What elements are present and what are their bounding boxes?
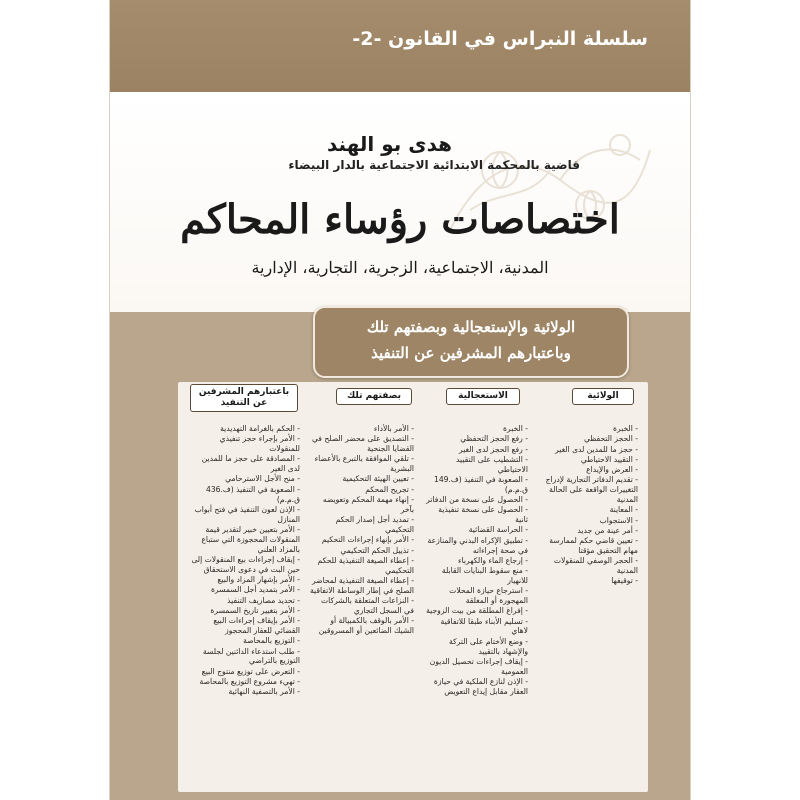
banner-line-1: الولائية والإستعجالية وبصفتهم تلك xyxy=(366,318,576,336)
table-of-contents xyxy=(178,382,648,792)
list-item: - وضع الأختام على التركة والإشهاد بالتقييد xyxy=(449,636,528,656)
list-item: - إيقاف إجراءات بيع المنقولات إلى حين البت في دعوى الاستحقاق xyxy=(191,554,300,574)
list-item: - الحجر الوصفي للمنقولات المدنية xyxy=(553,556,638,576)
list-item: - الحصول على نسخة تنفيذية ثانية xyxy=(438,505,528,525)
author-title: قاضية بالمحكمة الابتدائية الاجتماعية بالدار البيضاء xyxy=(288,158,580,172)
list-item: - التقييد الاحتياطي xyxy=(580,454,638,464)
list-item: - الخبرة xyxy=(613,424,638,433)
column-wilaya xyxy=(540,424,638,786)
author-name: هدى بو الهند xyxy=(326,132,452,156)
series-title: سلسلة النبراس في القانون -2- xyxy=(352,28,648,50)
list-item: - التصديق على محضر الصلح في القضايا الجنحية xyxy=(311,434,414,454)
list-item: - المعاينة xyxy=(609,505,638,515)
column-bisifatihim xyxy=(310,424,414,786)
list-item: - الأمر بالوقف بالكمبيالة أو الشيك الضائعين أو المسروقين xyxy=(318,616,414,635)
list-item: - تلقي الموافقة بالتبرع بالأعضاء البشرية xyxy=(314,454,414,474)
list-item: - المصادقة على حجز ما للمدين لدى الغير xyxy=(201,454,300,474)
column-header-bisifatihim: بصفتهم تلك xyxy=(336,388,412,405)
book-title: اختصاصات رؤساء المحاكم xyxy=(180,196,620,243)
list-item: - النزاعات المتعلقة بالشركات في السجل التجاري xyxy=(321,596,414,615)
list-item: - منح الأجل الاسترحامي xyxy=(225,474,300,484)
list-item: - الأمر بإجراء حجز تنفيذي للمنقولات xyxy=(219,434,300,454)
list-item: - إرجاع الماء والكهرباء xyxy=(458,555,528,565)
list-item: - الاستجواب xyxy=(599,515,638,525)
list-item: - إنهاء مهمة المحكم وتعويضه بآخر xyxy=(322,495,414,514)
list-item: - تهيء مشروع التوزيع بالمحاصة xyxy=(199,676,300,686)
list-item: - تحديد مصاريف التنفيذ xyxy=(227,595,300,605)
list-item: - الأمر بإنهاء إجراءات التحكيم xyxy=(321,535,414,545)
list-item: - تعيين قاضي حكم لممارسة مهام التحقيق مؤقتا xyxy=(549,536,638,556)
list-item: - تمديد أجل إصدار الحكم التحكيمي xyxy=(335,515,414,534)
list-item: - تعيين الهيئة التحكيمية xyxy=(342,474,414,484)
column-enforcement xyxy=(188,424,300,786)
list-item: - الإذن لعون التنفيذ في فتح أبواب المنازل xyxy=(194,504,300,524)
list-item: - الحراسة القضائية xyxy=(468,525,528,535)
column-header-wilaya: الولائية xyxy=(572,388,634,405)
list-item: - تجريح المحكم xyxy=(365,484,414,494)
list-item: - توقيفها xyxy=(611,576,638,586)
list-item: - التعرض على توزيع منتوج البيع xyxy=(201,666,300,676)
list-item: - التشطيب على التقييد الاحتياطي xyxy=(456,454,528,474)
list-item: - الأمر بالأداء xyxy=(373,424,414,433)
banner-line-2: وباعتبارهم المشرفين عن التنفيذ xyxy=(371,344,571,362)
list-item: - التوزيع بالمحاصة xyxy=(243,636,300,646)
list-item: - الإذن لنازع الملكية في حيازة العقار مقابل إيداع التعويض xyxy=(433,676,528,696)
book-cover xyxy=(110,0,690,800)
list-item: - رفع الحجز التحفظي xyxy=(460,434,528,444)
top-band xyxy=(110,0,690,92)
list-item: - الحجز التحفظي xyxy=(583,434,638,444)
list-item: - الصعوبة في التنفيذ (ف.149 ق.م.م) xyxy=(433,474,528,494)
list-item: - إفراغ المطلقة من بيت الزوجية xyxy=(426,606,528,616)
list-item: - حجز ما للمدين لدى الغير xyxy=(555,444,638,454)
list-item: - تسليم الأبناء طبقا للاتفاقية لاهاي xyxy=(440,616,528,636)
list-item: - الأمر بتغيير تاريخ السمسرة xyxy=(210,605,300,615)
list-item: - إيقاف إجراءات تحصيل الديون العمومية xyxy=(429,656,528,676)
list-item: - الحصول على نسخة من الدفاتر xyxy=(426,495,528,505)
list-item: - استرجاع حيازة المحلات المهجورة أو المغلقة xyxy=(449,586,528,606)
column-header-enforcement: باعتبارهم المشرفين عن التنفيذ xyxy=(190,384,298,412)
list-item: - الأمر بالتصفية النهائية xyxy=(228,687,300,697)
list-item: - منع سقوط البنايات القابلة للانهيار xyxy=(441,566,528,585)
column-istijaliya xyxy=(424,424,528,786)
list-item: - الأمر بتمديد أجل السمسرة xyxy=(210,585,300,595)
list-item: - الصعوبة في التنفيذ (ف.436 ق.م.م) xyxy=(205,484,300,504)
list-item: - الخبرة xyxy=(503,424,528,433)
list-item: - الأمر بتعيين خبير لتقدير قيمة المنقولات المحجوزة التي ستباع بالمزاد العلني xyxy=(201,524,300,554)
topic-banner xyxy=(313,306,629,378)
list-item: - إعطاء الصيغة التنفيذية لمحاضر الصلح في إطار الوساطة الاتفاقية xyxy=(310,575,414,595)
list-item: - تذييل الحكم التحكيمي xyxy=(340,545,414,555)
list-item: - الأمر بإيقاف إجراءات البيع القضائي للعقار المحجوز xyxy=(213,616,300,635)
list-item: - رفع الحجز لدى الغير xyxy=(459,444,528,454)
list-item: - إعطاء الصيغة التنفيذية للحكم التحكيمي xyxy=(317,555,414,575)
column-header-istijaliya: الاستعجالية xyxy=(446,388,520,405)
list-item: - الأمر بإشهار المزاد والبيع xyxy=(217,574,300,584)
list-item: - أمر عينة من جديد xyxy=(577,525,638,535)
list-item: - العرض والإيداع xyxy=(586,465,638,475)
book-subtitle: المدنية، الاجتماعية، الزجرية، التجارية، الإدارية xyxy=(251,258,549,277)
list-item: - تطبيق الإكراه البدني والمنازعة في صحة إجراءاته xyxy=(427,535,528,555)
list-item: - طلب استدعاء الدائنين لجلسة التوزيع بالتراضي xyxy=(202,646,300,666)
list-item: - الحكم بالغرامة التهديدية xyxy=(220,424,300,433)
list-item: - تقديم الدفاتر التجارية لإدراج التغييرات الواقعة على الحالة المدنية xyxy=(545,475,638,505)
